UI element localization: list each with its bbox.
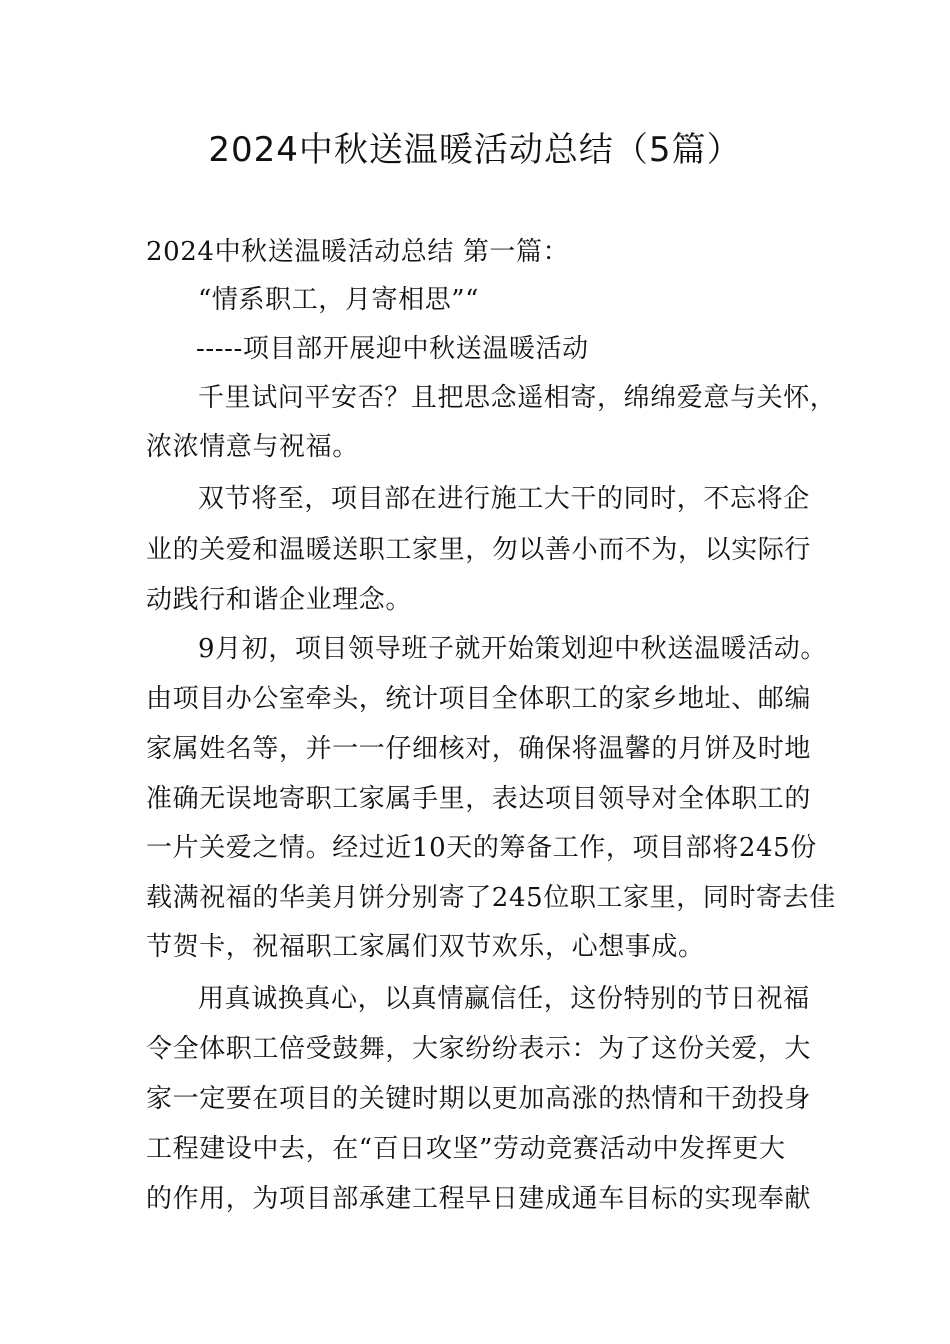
body-line: 9月初，项目领导班子就开始策划迎中秋送温暖活动。 bbox=[198, 634, 827, 664]
body-line: 家属姓名等，并一一仔细核对，确保将温馨的月饼及时地 bbox=[146, 734, 812, 764]
subtitle-line: -----项目部开展迎中秋送温暖活动 bbox=[196, 334, 589, 364]
body-line: 由项目办公室牵头，统计项目全体职工的家乡地址、邮编 bbox=[146, 684, 812, 714]
slogan-line: “情系职工，月寄相思”“ bbox=[198, 285, 480, 315]
body-line: 令全体职工倍受鼓舞，大家纷纷表示：为了这份关爱，大 bbox=[146, 1034, 812, 1064]
body-line: 浓浓情意与祝福。 bbox=[146, 432, 359, 462]
body-line: 用真诚换真心，以真情赢信任，这份特别的节日祝福 bbox=[198, 984, 810, 1014]
body-line: 千里试问平安否？且把思念遥相寄，绵绵爱意与关怀， bbox=[198, 383, 837, 413]
body-line: 工程建设中去，在“百日攻坚”劳动竞赛活动中发挥更大 bbox=[146, 1134, 786, 1164]
document-title: 2024中秋送温暖活动总结（5篇） bbox=[208, 130, 742, 170]
body-line: 的作用，为项目部承建工程早日建成通车目标的实现奉献 bbox=[146, 1184, 812, 1214]
body-line: 准确无误地寄职工家属手里，表达项目领导对全体职工的 bbox=[146, 784, 812, 814]
body-line: 家一定要在项目的关键时期以更加高涨的热情和干劲投身 bbox=[146, 1084, 812, 1114]
section-heading: 2024中秋送温暖活动总结 第一篇： bbox=[146, 237, 570, 267]
body-line: 一片关爱之情。经过近10天的筹备工作，项目部将245份 bbox=[146, 833, 817, 863]
body-line: 业的关爱和温暖送职工家里，勿以善小而不为，以实际行 bbox=[146, 535, 812, 565]
body-line: 动践行和谐企业理念。 bbox=[146, 585, 413, 615]
body-line: 双节将至，项目部在进行施工大干的同时，不忘将企 bbox=[198, 484, 810, 514]
body-line: 节贺卡，祝福职工家属们双节欢乐，心想事成。 bbox=[146, 932, 705, 962]
body-line: 载满祝福的华美月饼分别寄了245位职工家里，同时寄去佳 bbox=[146, 883, 836, 913]
